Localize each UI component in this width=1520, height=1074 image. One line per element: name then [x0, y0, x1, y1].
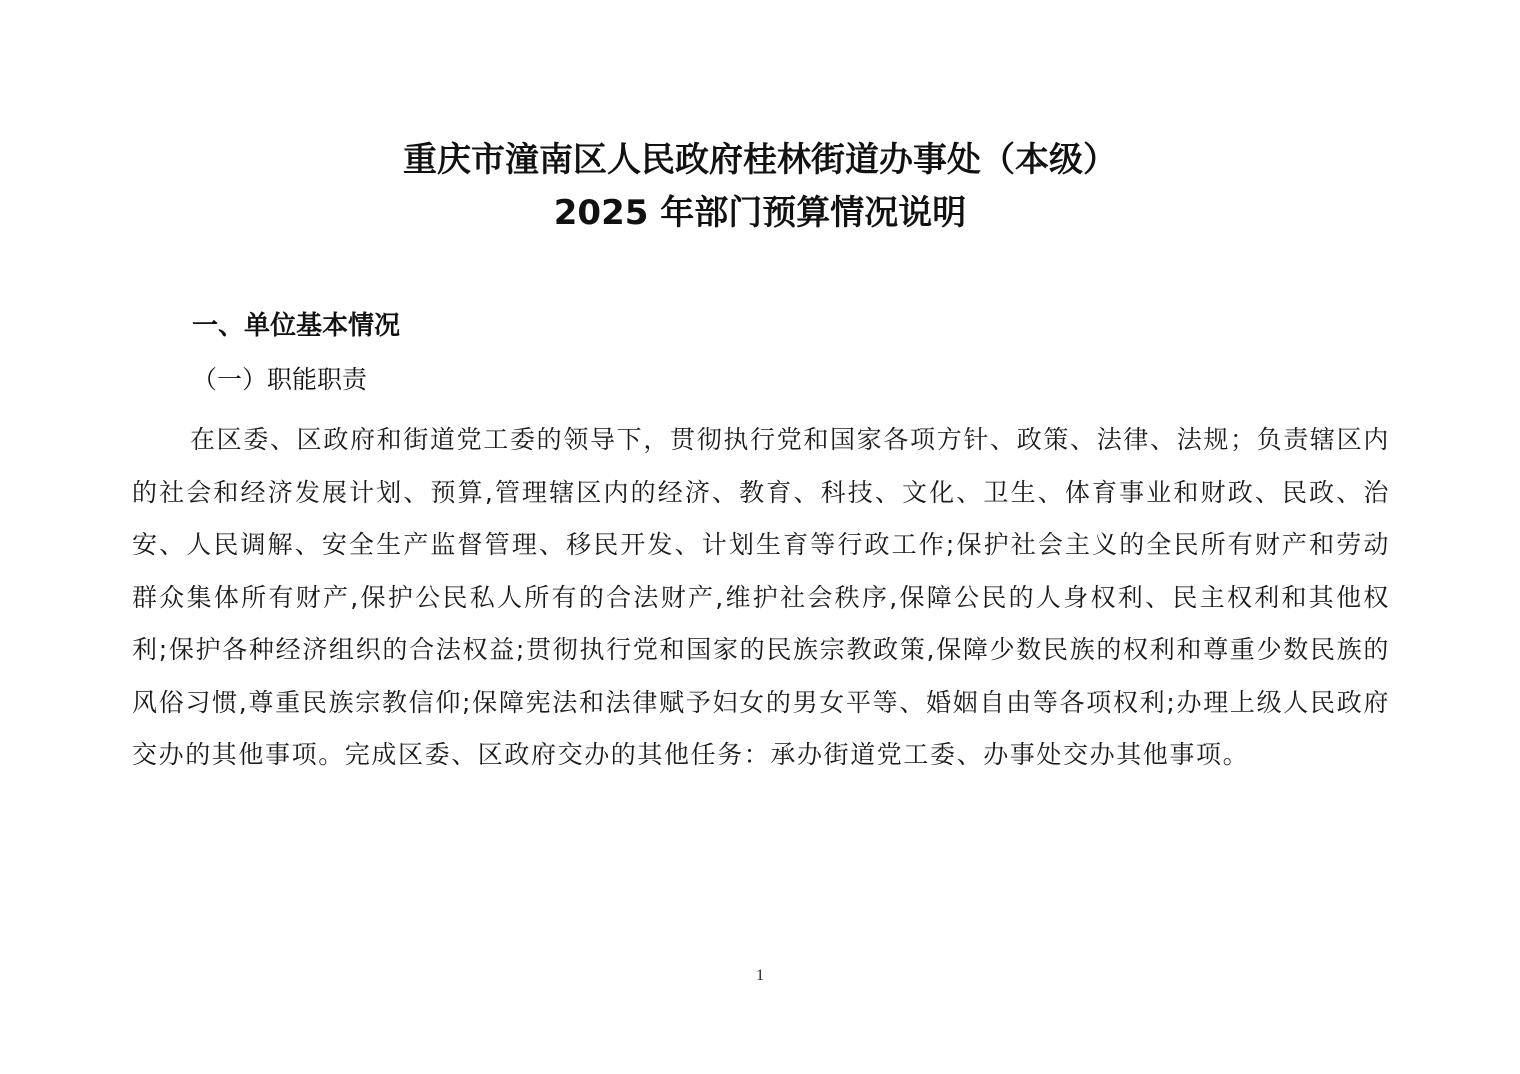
page-number: 1: [756, 967, 764, 984]
subsection-heading-functions: （一）职能职责: [192, 365, 368, 394]
document-title-line-2: 2025 年部门预算情况说明: [553, 193, 967, 233]
section-heading-basic-info: 一、单位基本情况: [192, 311, 401, 341]
document-title-line-1: 重庆市潼南区人民政府桂林街道办事处（本级）: [403, 140, 1117, 180]
functions-paragraph: 在区委、区政府和街道党工委的领导下，贯彻执行党和国家各项方针、政策、法律、法规；负责辖区内的社会和经济发展计划、预算,管理辖区内的经济、教育、科技、文化、卫生、体育事业和财政、民政、治安、人民调解、安全生产监督管理、移民开发、计划生育等行政工作;保护社会主义的全民所有财产和劳动群众集体所有财产,保护公民私人所有的合法财产,维护社会秩序,保障公民的人身权利、民主权利和其他权利;保护各种经济组织的合法权益;贯彻执行党和国家的民族宗教政策,保障少数民族的权利和尊重少数民族的风俗习惯,尊重民族宗教信仰;保障宪法和法律赋予妇女的男女平等、婚姻自由等各项权利;办理上级人民政府交办的其他事项。完成区委、区政府交办的其他任务：承办街道党工委、办事处交办其他事项。: [132, 425, 1390, 769]
